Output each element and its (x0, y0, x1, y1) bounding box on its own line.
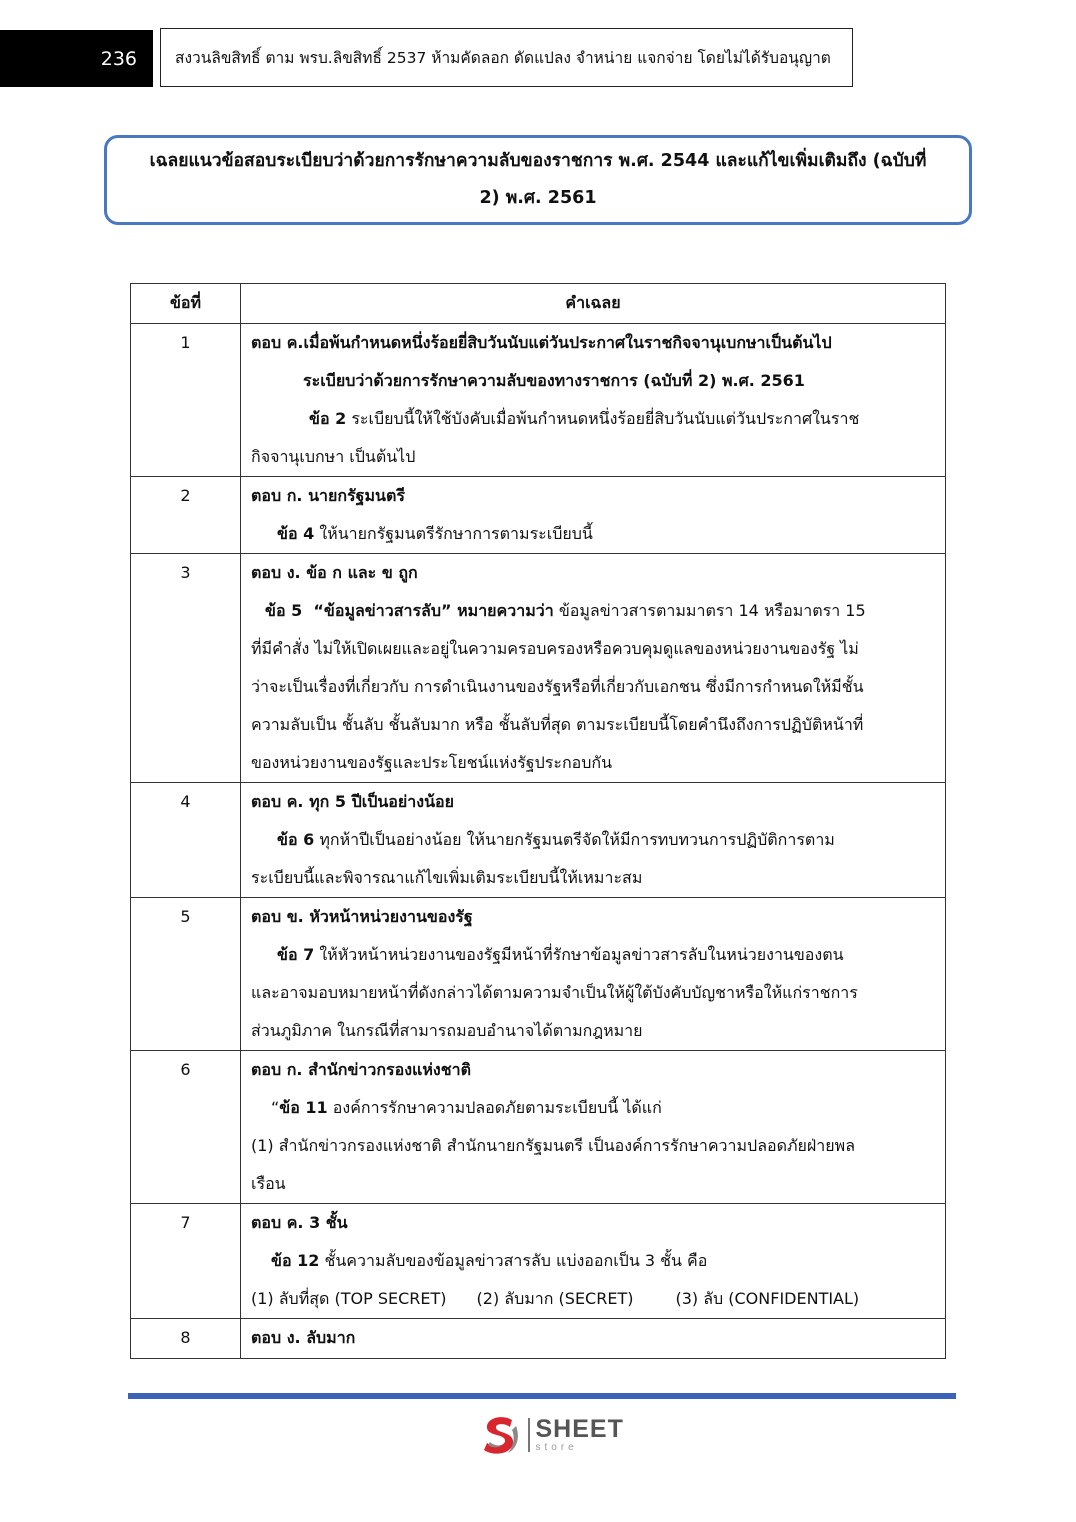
sheet-store-logo (478, 1412, 624, 1458)
explanation-text: องค์การรักษาความปลอดภัยตามระเบียบนี้ ได้แก่ (327, 1098, 662, 1117)
explanation-line: และอาจมอบหมายหน้าที่ดังกล่าวได้ตามความจำเป็นให้ผู้ใต้บังคับบัญชาหรือให้แก่ราชการ (251, 983, 858, 1002)
explanation-line: เรือน (251, 1174, 286, 1193)
explanation-text: ชั้นความลับของข้อมูลข่าวสารลับ แบ่งออกเป็น 3 ชั้น คือ (319, 1251, 708, 1270)
logo-wordmark (536, 1417, 624, 1453)
explanation-line (251, 592, 935, 630)
explanation-line: ระเบียบนี้และพิจารณาแก้ไขเพิ่มเติมระเบียบนี้ให้เหมาะสม (251, 868, 643, 887)
table-row (131, 324, 946, 477)
row-number: 5 (131, 898, 241, 1051)
answer-line: ตอบ ค.เมื่อพ้นกำหนดหนึ่งร้อยยี่สิบวันนับแต่วันประกาศในราชกิจจานุเบกษาเป็นต้นไป (251, 333, 832, 352)
clause-label: ข้อ 5 (265, 601, 303, 620)
copyright-notice: สงวนลิขสิทธิ์ ตาม พรบ.ลิขสิทธิ์ 2537 ห้ามคัดลอก ดัดแปลง จำหน่าย แจกจ่าย โดยไม่ได้รับอนุญาต (175, 49, 831, 67)
table-row (131, 783, 946, 898)
explanation-line (251, 1089, 935, 1127)
explanation-line: (1) สำนักข่าวกรองแห่งชาติ สำนักนายกรัฐมนตรี เป็นองค์การรักษาความปลอดภัยฝ่ายพล (251, 1136, 856, 1155)
explanation-line: ที่มีคำสั่ง ไม่ให้เปิดเผยและอยู่ในความครอบครองหรือควบคุมดูแลของหน่วยงานของรัฐ ไม่ (251, 639, 859, 658)
explanation-text: ทุกห้าปีเป็นอย่างน้อย ให้นายกรัฐมนตรีจัดให้มีการทบทวนการปฏิบัติการตาม (314, 830, 835, 849)
answer-line: ตอบ ง. ลับมาก (251, 1328, 356, 1347)
column-header-answer: คำเฉลย (241, 284, 946, 324)
answer-line: ตอบ ง. ข้อ ก และ ข ถูก (251, 563, 418, 582)
copyright-header (160, 28, 853, 87)
logo-divider (528, 1418, 530, 1452)
logo-store-text: store (535, 1442, 578, 1453)
title-line-2: 2) พ.ศ. 2561 (479, 188, 597, 208)
regulation-title: ระเบียบว่าด้วยการรักษาความลับของทางราชการ (ฉบับที่ 2) พ.ศ. 2561 (303, 371, 805, 390)
explanation-line (251, 400, 935, 438)
table-row (131, 554, 946, 783)
sheet-store-logo-icon (478, 1412, 524, 1458)
logo-sheet-text: SHEET (535, 1415, 624, 1443)
row-number: 7 (131, 1204, 241, 1319)
row-number: 8 (131, 1319, 241, 1359)
explanation-line: ว่าจะเป็นเรื่องที่เกี่ยวกับ การดำเนินงานของรัฐหรือที่เกี่ยวกับเอกชน ซึ่งมีการกำหนดให้มีชั้น (251, 677, 864, 696)
row-number: 2 (131, 477, 241, 554)
clause-label: ข้อ 6 (277, 830, 315, 849)
answer-line: ตอบ ข. หัวหน้าหน่วยงานของรัฐ (251, 907, 473, 926)
defined-term: “ข้อมูลข่าวสารลับ” หมายความว่า (302, 601, 554, 620)
answer-line: ตอบ ค. 3 ชั้น (251, 1213, 348, 1232)
explanation-line (251, 821, 935, 859)
table-row (131, 1204, 946, 1319)
answer-cell (241, 477, 946, 554)
row-number: 1 (131, 324, 241, 477)
level-secret: (2) ลับมาก (SECRET) (476, 1289, 634, 1308)
answer-line: ตอบ ค. ทุก 5 ปีเป็นอย่างน้อย (251, 792, 455, 811)
explanation-line (251, 936, 935, 974)
explanation-text: ข้อมูลข่าวสารตามมาตรา 14 หรือมาตรา 15 (553, 601, 866, 620)
answer-line: ตอบ ก. นายกรัฐมนตรี (251, 486, 405, 505)
explanation-line (251, 515, 935, 553)
explanation-text: ให้นายกรัฐมนตรีรักษาการตามระเบียบนี้ (314, 524, 593, 543)
document-title (104, 135, 972, 225)
explanation-line: ส่วนภูมิภาค ในกรณีที่สามารถมอบอำนาจได้ตามกฎหมาย (251, 1021, 643, 1040)
row-number: 6 (131, 1051, 241, 1204)
answer-cell (241, 1051, 946, 1204)
clause-label: ข้อ 4 (277, 524, 315, 543)
answer-line: ตอบ ก. สำนักข่าวกรองแห่งชาติ (251, 1060, 471, 1079)
table-header-row (131, 284, 946, 324)
clause-label: ข้อ 2 (309, 409, 347, 428)
footer-rule (128, 1393, 956, 1399)
row-number: 4 (131, 783, 241, 898)
table-row (131, 1051, 946, 1204)
explanation-line (251, 1242, 935, 1280)
answer-cell (241, 324, 946, 477)
explanation-text: ให้หัวหน้าหน่วยงานของรัฐมีหน้าที่รักษาข้อมูลข่าวสารลับในหน่วยงานของตน (314, 945, 844, 964)
explanation-text: ระเบียบนี้ให้ใช้บังคับเมื่อพ้นกำหนดหนึ่งร้อยยี่สิบวันนับแต่วันประกาศในราช (346, 409, 860, 428)
page-number: 236 (100, 47, 137, 70)
table-row (131, 477, 946, 554)
page-number-box (0, 30, 153, 87)
answer-cell (241, 898, 946, 1051)
quote-mark: “ (271, 1098, 280, 1117)
column-header-no: ข้อที่ (131, 284, 241, 324)
answer-cell (241, 554, 946, 783)
explanation-line: ความลับเป็น ชั้นลับ ชั้นลับมาก หรือ ชั้นลับที่สุด ตามระเบียบนี้โดยคำนึงถึงการปฏิบัติหน้าที่ (251, 715, 864, 734)
answer-cell (241, 783, 946, 898)
answer-cell (241, 1319, 946, 1359)
table-row (131, 1319, 946, 1359)
title-line-1: เฉลยแนวข้อสอบระเบียบว่าด้วยการรักษาความลับของราชการ พ.ศ. 2544 และแก้ไขเพิ่มเติมถึง (ฉบับที่ (149, 151, 927, 171)
classification-levels (251, 1280, 935, 1318)
table-row (131, 898, 946, 1051)
answer-cell (241, 1204, 946, 1319)
row-number: 3 (131, 554, 241, 783)
level-confidential: (3) ลับ (CONFIDENTIAL) (675, 1289, 860, 1308)
explanation-line: ของหน่วยงานของรัฐและประโยชน์แห่งรัฐประกอบกัน (251, 753, 613, 772)
clause-label: ข้อ 7 (277, 945, 315, 964)
answer-table (130, 283, 946, 1359)
clause-label: ข้อ 11 (279, 1098, 328, 1117)
level-top-secret: (1) ลับที่สุด (TOP SECRET) (251, 1289, 447, 1308)
clause-label: ข้อ 12 (271, 1251, 320, 1270)
explanation-line: กิจจานุเบกษา เป็นต้นไป (251, 447, 416, 466)
